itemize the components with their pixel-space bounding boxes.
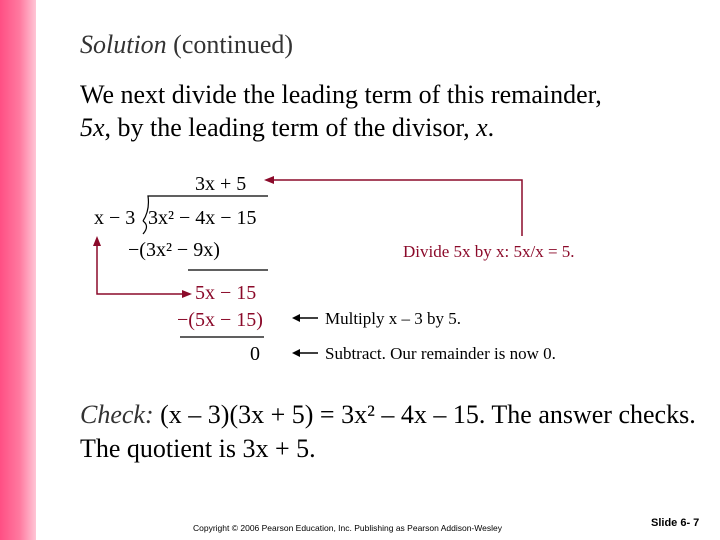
check-text: (x – 3)(3x + 5) = 3x² – 4x – 15. The answer checks. The quotient is 3x + 5. [80,400,696,463]
intro-term-x: x [476,113,488,142]
intro-period: . [487,113,495,142]
division-bracket [143,196,268,221]
multiply-arrow-head [292,314,300,322]
check-label: Check: [80,400,154,429]
copyright-footer: Copyright © 2006 Pearson Education, Inc. Publishing as Pearson Addison-Wesley [193,523,502,533]
intro-term-5x: 5x [80,113,105,142]
quotient-text: 3x + 5 [195,173,247,195]
final-remainder: 0 [250,343,260,365]
intro-text-1: We next divide the leading term of this remainder, [80,80,602,109]
arrow-to-quotient [264,176,274,184]
slide-number: Slide 6- 7 [651,517,700,529]
arrow-to-remainder [182,290,192,298]
divisor: x − 3 [94,207,136,229]
subtraction-step-2: −(5x − 15) [177,309,263,331]
subtract-note: Subtract. Our remainder is now 0. [325,344,556,363]
division-bracket-lower [143,221,147,234]
title-continued: (continued) [166,30,294,59]
dividend: 3x² − 4x − 15 [148,207,257,229]
check-paragraph [80,398,700,466]
title-solution: Solution [80,30,167,59]
bring-down-line [97,244,186,294]
subtraction-step-1: −(3x² − 9x) [128,239,220,261]
divide-bracket-line [268,180,522,236]
remainder-step: 5x − 15 [195,282,257,304]
multiply-note: Multiply x – 3 by 5. [325,309,462,328]
subtract-arrow-head [292,349,300,357]
intro-text-2: , by the leading term of the divisor, [104,113,477,142]
arrow-up [93,236,101,246]
divide-note: Divide 5x by x: 5x/x = 5. [403,242,575,261]
